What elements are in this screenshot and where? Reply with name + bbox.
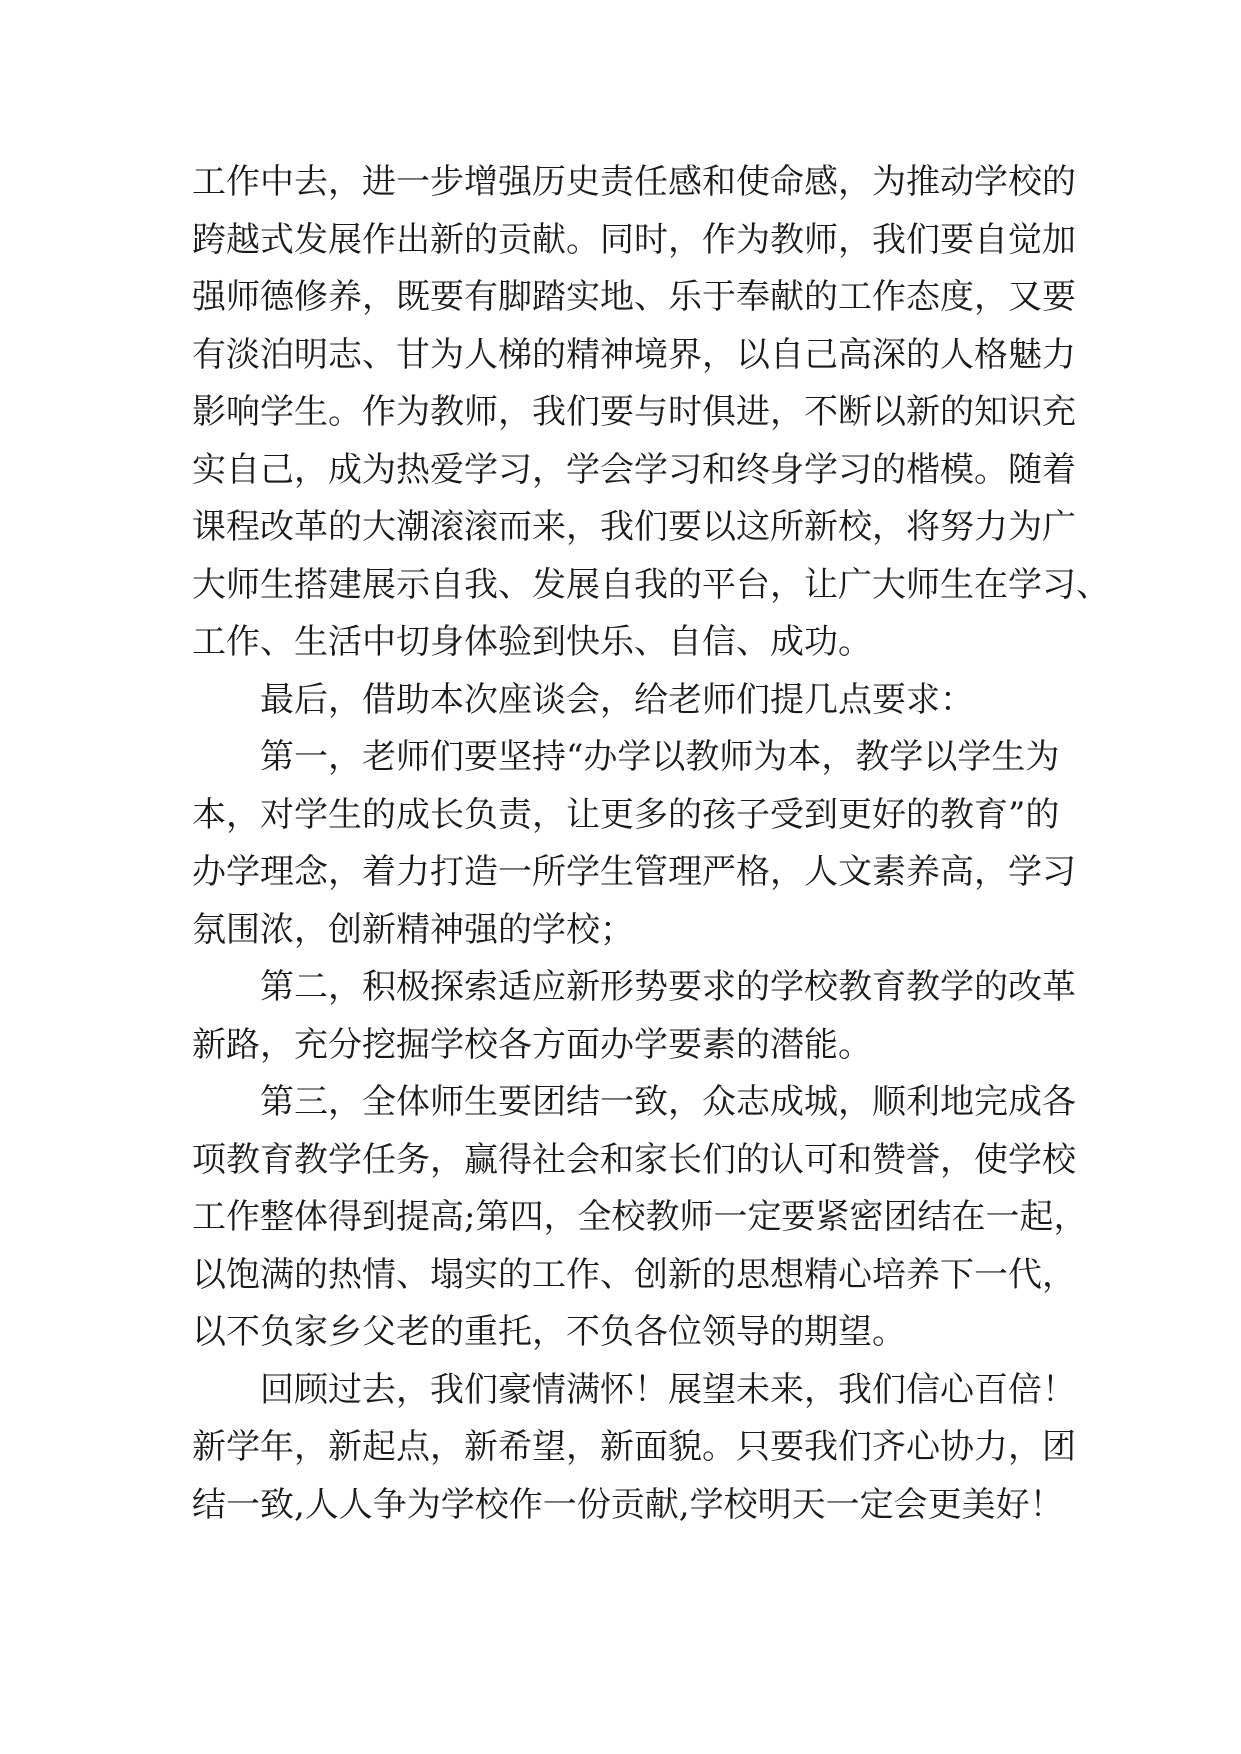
text-line: 课程改革的大潮滚滚而来，我们要以这所新校，将努力为广: [192, 507, 1076, 547]
text-line: 结一致,人人争为学校作一份贡献,学校明天一定会更美好！: [192, 1484, 1064, 1525]
text-line: 本，对学生的成长负责，让更多的孩子受到更好的教育”的: [192, 794, 1060, 835]
text-line: 工作中去，进一步增强历史责任感和使命感，为推动学校的: [192, 162, 1076, 202]
text-line: 项教育教学任务，赢得社会和家长们的认可和赞誉，使学校: [192, 1139, 1076, 1180]
text-line: 强师德修养，既要有脚踏实地、乐于奉献的工作态度，又要: [192, 277, 1076, 317]
text-line: 以饱满的热情、塌实的工作、创新的思想精心培养下一代，: [192, 1254, 1076, 1295]
text-line: 实自己，成为热爱学习，学会学习和终身学习的楷模。随着: [192, 449, 1076, 490]
text-line: 办学理念，着力打造一所学生管理严格，人文素养高，学习: [192, 852, 1076, 892]
text-line: 工作、生活中切身体验到快乐、自信、成功。: [192, 622, 872, 662]
text-line: 氛围浓，创新精神强的学校；: [192, 909, 634, 950]
text-line: 第一，老师们要坚持“办学以教师为本，教学以学生为: [260, 737, 1060, 777]
body-text: [192, 154, 1110, 1534]
text-line: 工作整体得到提高;第四，全校教师一定要紧密团结在一起，: [192, 1197, 1088, 1237]
text-line: 新学年，新起点，新希望，新面貌。只要我们齐心协力，团: [192, 1427, 1076, 1467]
text-line: 跨越式发展作出新的贡献。同时，作为教师，我们要自觉加: [192, 219, 1076, 260]
text-line: 回顾过去，我们豪情满怀！展望未来，我们信心百倍！: [260, 1369, 1076, 1410]
text-line: 大师生搭建展示自我、发展自我的平台，让广大师生在学习、: [192, 564, 1110, 605]
text-line: 影响学生。作为教师，我们要与时俱进，不断以新的知识充: [192, 392, 1076, 432]
text-line: 新路，充分挖掘学校各方面办学要素的潜能。: [192, 1024, 872, 1065]
text-line: 最后，借助本次座谈会，给老师们提几点要求：: [260, 679, 974, 720]
text-line: 以不负家乡父老的重托，不负各位领导的期望。: [192, 1312, 906, 1352]
text-line: 第二，积极探索适应新形势要求的学校教育教学的改革: [260, 967, 1076, 1007]
text-line: 有淡泊明志、甘为人梯的精神境界，以自己高深的人格魅力: [192, 334, 1076, 375]
text-line: 第三，全体师生要团结一致，众志成城，顺利地完成各: [260, 1082, 1076, 1122]
